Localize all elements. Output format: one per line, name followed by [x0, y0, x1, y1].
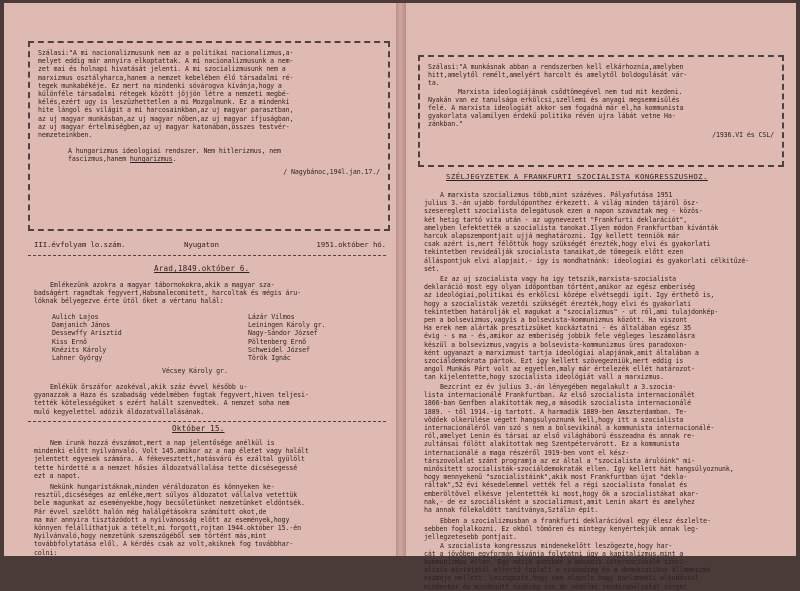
text-line: alista mintájától eltértő foglalt a szabadság és a demokratikus állameszmé — [424, 566, 711, 575]
text-line: ta. — [428, 79, 440, 88]
text-line: colni: — [34, 548, 58, 557]
quote-closing — [38, 147, 380, 163]
okt15-paragraph-1 — [34, 439, 386, 480]
arad-heading: Arad,1849.október 6. — [154, 264, 250, 273]
book-gutter — [396, 3, 406, 556]
text-line: Ez az uj szocialista vagy ha igy tetszik,marxista-szocialista — [440, 275, 677, 283]
text-line: ráltak",52 évi késedelemmel vették fel a régi szocialista fonalat és — [424, 481, 688, 490]
okt15-paragraph-2 — [34, 483, 386, 557]
text-line: Ha erek nem alárták presztizsüket kockáztatni - és általában egész 35 — [424, 324, 692, 333]
general-name: Damjanich János — [52, 321, 111, 330]
text-line: melyet eddig már annyira elkoptattak. A mi nacionalizmusunk a nem- — [38, 57, 294, 66]
text-line: kélés,ezért ugy is leszüzhettetlen a mi Mozgalmunk. Ez a mindenki — [38, 98, 290, 107]
text-line: Bezcrint ez év julius 3.-án lényegében megalakult a 3.szocia- — [440, 383, 677, 391]
text-line: kommunizmus ellen. Egy másik pontban a második internacionálé szoci- — [424, 558, 688, 567]
text-line: ként ugyanazt a marxizmust tartja ideológiai alapjának,amit általában a — [424, 348, 699, 357]
text-line: Szálasi:"A munkásnak abban a rendszerben kell elkárhoznia,amelyben — [428, 63, 684, 71]
text-line: mindenkor és mindenütt szükség van,de védelmi rendszabályokat sürget — [424, 582, 688, 591]
text-line: zánkban." — [428, 120, 463, 129]
underlined-word: hungarizmus — [129, 155, 173, 164]
generals-list-last — [162, 367, 228, 375]
text-line: bele magunkat az eseményekbe,hogy becsületünket nemzetünket eldöntsék. — [34, 499, 305, 508]
frankfurt-paragraph-4 — [424, 517, 780, 591]
right-page — [406, 3, 796, 591]
masthead — [34, 241, 386, 251]
text-line: tette hirdetté a a nemzet hősies áldozatvállalása tette dicsésegessé — [34, 463, 298, 472]
text-line: harcuk alapszempontjait ujjá meghatározni. Így kellett tenniök már — [424, 232, 680, 241]
text-line: hite lángol és világit a mi harcosainkban,az uj magyar parasztban, — [38, 106, 294, 115]
left-page — [4, 3, 396, 556]
text-line: ma már annyira tisztázódott a nyilvánosság előtt az események,hogy — [34, 515, 290, 524]
text-line: Pár évvel szelőtt halón még halálgétásokra számított okot,de — [34, 507, 267, 516]
szalasi-quote-box-right — [418, 55, 784, 167]
text-line: Nem irunk hozzá évszámot,mert a nap jelentősége anélkül is — [50, 439, 275, 447]
text-line: tan kijelentette,hogy szocialista ideológiát vall a marxizmus. — [424, 373, 664, 382]
text-line: A szocialista kongresszus mindenekelőtt leszögezte,hogy har- — [440, 541, 673, 550]
general-name: Schweidel József — [248, 345, 310, 354]
general-name: Pöltenberg Ernő — [248, 337, 307, 346]
text-line: hitt,amelytől remélt,amelyért harcolt és amelytől boldogulását vár- — [428, 71, 688, 80]
text-line: jelentett egyesek számára. A fékevesztett,hatásvárú és ezáltal gyülölt — [34, 455, 305, 464]
text-line: tegek munkabékéje. Ez mert na mindenki sóvárogva kívánja,hogy a — [38, 81, 282, 90]
quote-middle-line: Marxista ideologiájának csődtömegével nem tud mit kezdeni. — [458, 87, 683, 96]
text-line: A marxista szocializmus több,mint százéves. Pályafutása 1951 — [440, 191, 673, 199]
masthead-date: 1951.október hó. — [316, 240, 386, 249]
text-line: csak azért is,mert félőttük hogy szükségét érezték,hogy elvi és gyakorlati — [424, 240, 711, 249]
text-line: különféle társadalmi rétegek között jöjjön létre a nemzeti megbé- — [38, 90, 290, 99]
masthead-volume: III.évfolyam lo.szám. — [34, 240, 126, 249]
frankfurt-paragraph-3 — [424, 383, 780, 514]
text-line: könnyen felállíthatjuk a tételt,mi forgott,rojtan 1944.október 15.-én — [34, 524, 302, 533]
text-line: Ebben a szocializmusban a frankfurti deklarációval egy élesz észlelte- — [440, 517, 711, 525]
text-line: emberöltővel elkésve jelentették ki most,hogy ők a szocialistákat akar- — [424, 489, 699, 498]
arad-paragraph — [34, 383, 386, 416]
text-line: szesereglett szocialista delegátusok ezen a napon szavaztak meg - közös- — [424, 207, 703, 216]
quote-closing-line: A hungarizmus ideologiai rendszer. Nem hitlerizmus, nem — [68, 147, 281, 156]
masthead-rule — [28, 255, 386, 256]
quote-closing-line: fascizmus,hanem hungarizmus. — [68, 155, 177, 164]
text-line: zultánsai fölött alakítottak meg Szentpétervárott. Ez a kommunista — [424, 440, 680, 449]
text-line: minősített szocialisták-szociáldemokraták ellen. Igy kellett hát hangsúlyoznunk, — [424, 465, 734, 474]
general-name: Vécsey Károly gr. — [162, 367, 228, 375]
masthead-place: Nyugaton — [184, 240, 219, 249]
text-line: az ideológiai,politikai és erkölcsi középe elvétsegdi igit. Igy érthető is, — [424, 291, 715, 300]
text-line: julius 3.-án ujabb fordulóponthez érkezett. A világ minden tájáról ösz- — [424, 199, 699, 208]
text-line: cát a jövőben egyformán kívánja folytatni úgy a kapitalizmus,mint a — [424, 549, 684, 558]
general-name: Kiss Ernő — [52, 337, 87, 346]
text-line: gyakorlata valamilyen érdekű politika révén ujra lábát vetne Ha- — [428, 112, 676, 121]
text-line: Nyakán van ez tanulsága erkölcsi,szellemi és anyagi megsemmisülés — [428, 95, 680, 104]
general-name: Leiningen Károly gr. — [248, 321, 326, 330]
text-line: amelyben lefektették a szocialista tanokat.Ilyen módon Frankfurtban kívánták — [424, 223, 719, 232]
text-line: jellegzetesebb pontjait. — [424, 533, 517, 542]
general-name: Lahner György — [52, 353, 103, 362]
text-line: sebben foglalkozni. Ez okból tömören és mintegy kenyértekjük annak leg- — [424, 525, 699, 534]
text-line: mindenki előtt nyilvánvaló. Volt 145.amikor az a nap életet vagy halált — [34, 447, 309, 456]
text-line: Nekünk hungaristáknak,minden véráldozaton és könnyeken ke- — [50, 483, 275, 491]
text-line: vődőek olkerülése végett hangsulyoznunk kell,hogy itt a szocialista — [424, 415, 684, 424]
text-line: lista internacionálé Frankfurtban. Az első szocialista internacionálét — [424, 391, 695, 400]
text-line: eszméje mellett. Leszögezte,hogy nem alapelv,hogy parlamenti alkudással — [424, 574, 699, 583]
text-line: két hetig tartó vita után - az ugynevezett "Frankfurti deklarációt", — [424, 215, 688, 224]
text-line: ezt a napot. — [34, 471, 81, 480]
quote-signature: / Nagybánoc,194l.jan.17./ — [283, 167, 380, 176]
frankfurt-paragraph-2 — [424, 275, 780, 382]
text-line: Emlékezünk azokra a magyar tábornokokra,akik a magyar sza- — [50, 281, 275, 289]
general-name: Aulich Lajos — [52, 313, 99, 321]
text-line: továbbfolytatása elől. A kérdés csak az volt,akiknek fog továbbhar- — [34, 540, 294, 549]
pamphlet-spread — [4, 3, 796, 591]
text-line: sét. — [424, 264, 440, 273]
text-line: álláspontjuk elvi alapjait.- igy is mondhatnánk: ideologiai és gyakorlati célkitűzé- — [424, 256, 750, 265]
text-line: zet mai és holnapi hivatását jelenti. A mi szocializmusunk nem a — [38, 65, 286, 74]
text-line: internacionálé a maga részéről 1919-ben vont el kész- — [424, 448, 630, 457]
arad-intro — [34, 281, 386, 306]
text-line: lóknak bélyegezve érte ütöl őket a vértanu halál: — [34, 297, 224, 306]
general-name: Knézits Károly — [52, 345, 107, 354]
general-name: Török Ignác — [248, 353, 291, 362]
szalasi-quote-box-left — [28, 41, 390, 231]
text-line: hogy mennyekenü "szocialistáink",akik most Frankfurtban újat "dekla- — [424, 473, 688, 482]
text-line: készül a bolsevizmus,vagyis a bolsevista-kommunizmus üres paradoxon- — [424, 340, 688, 349]
general-name: Lázár Vilmos — [248, 313, 295, 321]
text-line: marxizmus osztályharca,hanem a nemzet kebelében élő társadalmi ré- — [38, 73, 294, 82]
text-line: pen a bolsevizmus,vagyis a bolsevista-kommunizmus között. Ha viszont — [424, 316, 688, 325]
text-line: 1866-ban Genfben alakították meg,a második szocialista internacionálé — [424, 399, 692, 408]
text-line: ha annak fölekaldött tanítványa,Sztálin épít. — [424, 506, 599, 515]
frankfurt-paragraph-1 — [424, 191, 780, 273]
frankfurt-heading: SZÉLJEGYZETEK A FRANKFURTI SZOCIALISTA KONGRESSZUSHOZ. — [446, 172, 708, 181]
text-line: tekintetben revideálják szocialista tanaikat,de tömegeik előtt ezen — [424, 248, 684, 257]
text-line: angol Munkás Párt volt az egyetlen,maly már értelezék ellét határozot- — [424, 365, 695, 374]
quote-text — [38, 49, 380, 139]
generals-list-col1 — [52, 313, 122, 362]
text-line: az uj magyar értelmiségben,az uj magyar katonában,összes testvér- — [38, 122, 290, 131]
okt15-heading: Október 15. — [172, 424, 225, 433]
generals-list-col2 — [248, 313, 325, 362]
text-line: gyanazzak a Haza és szabadság védelmében fogtak fegyvert,hiven teljesi- — [34, 391, 309, 400]
text-line: felé. A marxista ideologiát akkor sem fogadná már el,ha kommunista — [428, 104, 684, 113]
text-line: internacionáléról van szó s nem a bolsevikinál a kommunista internacionálé- — [424, 424, 715, 433]
text-line: társzovolalat szánt programja az ez által a "szocialista árulóink" mi- — [424, 456, 695, 465]
text-line: 1889. - től 1914.-ig tartott. A harmadik 1889-ben Amszterdamban. Te- — [424, 407, 688, 416]
text-line: tekintetben határolják el magukat a "szocializmus" - ut ról,ami tulajdonkép- — [424, 307, 719, 316]
text-line: deklaráció most egy olyan időpontban történt,amikor az egész emberiség — [424, 283, 695, 292]
text-line: muló kegyelettel adózik áldozatvállalásának. — [34, 407, 205, 416]
text-line: nak,- de ez szociálisként a szocializmust,amit Lenin akart és amelyhez — [424, 497, 695, 506]
text-line: hogy a szocialisták vezetői szükségét érezték,hogy elvi és gyakorlati — [424, 299, 692, 308]
text-line: Szálasi:"A mi nacionalizmusunk nem az a politikai nacionalizmus,a- — [38, 49, 294, 57]
text-line: badságért ragadtak fegyvert,Habsmalecomitett, harcoltak és mégis áru- — [34, 289, 302, 298]
text-line: nemzeteinkben. — [38, 131, 93, 140]
text-line: az uj magyar munkásban,az uj magyar nőben,az uj magyar ifjuságban, — [38, 114, 294, 123]
text-line: resztül,dicséséges az emléke,mert súlyos áldozatot vállalva vetettük — [34, 491, 298, 500]
text-line: tették kötelességüket s ezért halált szenvedtek. A nemzet soha nem — [34, 399, 290, 408]
text-line: szociáldemokrata pártok. Ezt így kellett szövegezniük,mert eddig is — [424, 357, 684, 366]
section-rule — [28, 421, 386, 422]
general-name: Dessewffy Arisztid — [52, 329, 122, 338]
text-line: ról,amelyet Lenin és társai az első világháború ésszeadna és annak re- — [424, 432, 695, 441]
text-line: évig - s ma - és,amikor az emberiség jobbik fele végleges leszámolásra — [424, 332, 695, 341]
quote-signature: /1936.VI és CSL/ — [712, 130, 774, 139]
text-line: Nyilvánvaló,hogy nemzetünk szemszögéből sem történt más,mint — [34, 532, 267, 541]
text-line: Emlékük őrszáfor azokéval,akik száz évvel később u- — [50, 383, 248, 391]
general-name: Nagy-Sándor József — [248, 329, 318, 338]
